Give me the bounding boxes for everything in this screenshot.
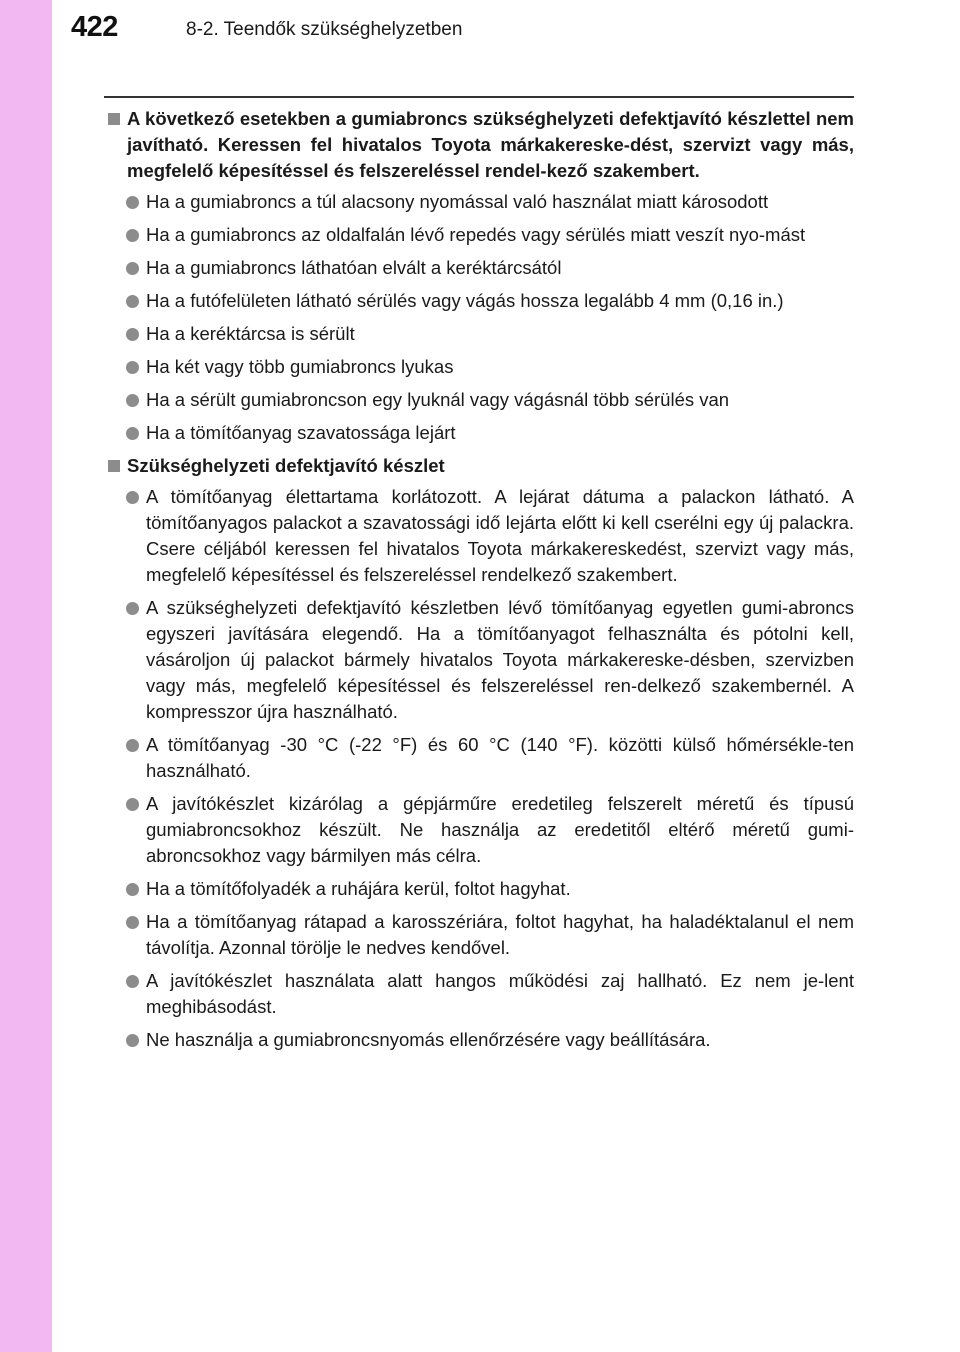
list-item-text: A javítókészlet kizárólag a gépjárműre eredetileg felszerelt méretű és típusú gumiabroncsokhoz készült. Ne használja az eredetitől eltérő méretű gumi-abroncsokhoz vagy bármilyen más célra. bbox=[146, 793, 854, 866]
round-bullet-icon bbox=[126, 361, 139, 374]
chapter-side-tab bbox=[0, 0, 52, 1352]
list-item-text: Ha a gumiabroncs az oldalfalán lévő repedés vagy sérülés miatt veszít nyo-mást bbox=[146, 224, 806, 245]
square-bullet-icon bbox=[108, 460, 120, 472]
round-bullet-icon bbox=[126, 975, 139, 988]
round-bullet-icon bbox=[126, 262, 139, 275]
chapter-title: 8-2. Teendők szükséghelyzetben bbox=[186, 19, 463, 40]
list-item bbox=[106, 255, 854, 281]
list-item bbox=[106, 189, 854, 215]
round-bullet-icon bbox=[126, 229, 139, 242]
round-bullet-icon bbox=[126, 427, 139, 440]
list-item bbox=[106, 595, 854, 725]
list-item bbox=[106, 420, 854, 446]
round-bullet-icon bbox=[126, 328, 139, 341]
list-item bbox=[106, 484, 854, 588]
round-bullet-icon bbox=[126, 196, 139, 209]
list-item bbox=[106, 222, 854, 248]
list-item-text: Ha a tömítőanyag szavatossága lejárt bbox=[146, 422, 456, 443]
list-item-text: Ha a tömítőfolyadék a ruhájára kerül, foltot hagyhat. bbox=[146, 878, 571, 899]
section-heading bbox=[106, 106, 854, 184]
page-number: 422 bbox=[71, 11, 118, 43]
list-item bbox=[106, 354, 854, 380]
list-item-text: Ha a keréktárcsa is sérült bbox=[146, 323, 355, 344]
section-heading-text: A következő esetekben a gumiabroncs szükséghelyzeti defektjavító készlettel nem javítható. Keressen fel hivatalos Toyota márkakereske-dést, szervizt vagy más, megfelelő képesítéssel és felszereléssel rendel-kező szakembert. bbox=[127, 108, 854, 181]
header-divider bbox=[104, 96, 854, 98]
round-bullet-icon bbox=[126, 602, 139, 615]
list-item bbox=[106, 968, 854, 1020]
round-bullet-icon bbox=[126, 883, 139, 896]
list-item-text: Ha a gumiabroncs láthatóan elvált a keréktárcsától bbox=[146, 257, 562, 278]
list-item-text: Ha a sérült gumiabroncson egy lyuknál vagy vágásnál több sérülés van bbox=[146, 389, 730, 410]
list-item bbox=[106, 288, 854, 314]
round-bullet-icon bbox=[126, 798, 139, 811]
list-item-text: A tömítőanyag -30 °C (-22 °F) és 60 °C (140 °F). közötti külső hőmérsékle-ten használható. bbox=[146, 734, 854, 781]
list-item bbox=[106, 876, 854, 902]
round-bullet-icon bbox=[126, 1034, 139, 1047]
list-item-text: Ne használja a gumiabroncsnyomás ellenőrzésére vagy beállítására. bbox=[146, 1029, 711, 1050]
list-item bbox=[106, 321, 854, 347]
list-item-text: A javítókészlet használata alatt hangos működési zaj hallható. Ez nem je-lent meghibásodást. bbox=[146, 970, 854, 1017]
list-item bbox=[106, 732, 854, 784]
section-heading-text: Szükséghelyzeti defektjavító készlet bbox=[127, 455, 445, 476]
section-heading bbox=[106, 453, 854, 479]
list-item-text: Ha a gumiabroncs a túl alacsony nyomással való használat miatt károsodott bbox=[146, 191, 769, 212]
page-content bbox=[106, 106, 854, 1060]
round-bullet-icon bbox=[126, 739, 139, 752]
list-item-text: A szükséghelyzeti defektjavító készletben lévő tömítőanyag egyetlen gumi-abroncs egyszeri javítására elegendő. Ha a tömítőanyagot felhasználta és pótolni kell, vásároljon új palackot bármely hivatalos Toyota márkakereske-désben, szervizben vagy más, megfelelő képesítéssel és felszereléssel ren-delkező szakembernél. A kompresszor újra használható. bbox=[146, 597, 854, 722]
list-item bbox=[106, 909, 854, 961]
list-item bbox=[106, 791, 854, 869]
round-bullet-icon bbox=[126, 491, 139, 504]
round-bullet-icon bbox=[126, 295, 139, 308]
square-bullet-icon bbox=[108, 113, 120, 125]
round-bullet-icon bbox=[126, 916, 139, 929]
list-item bbox=[106, 387, 854, 413]
list-item-text: Ha két vagy több gumiabroncs lyukas bbox=[146, 356, 454, 377]
list-item bbox=[106, 1027, 854, 1053]
round-bullet-icon bbox=[126, 394, 139, 407]
list-item-text: Ha a tömítőanyag rátapad a karosszériára, foltot hagyhat, ha haladéktalanul el nem távolítja. Azonnal törölje le nedves kendővel. bbox=[146, 911, 854, 958]
list-item-text: Ha a futófelületen látható sérülés vagy vágás hossza legalább 4 mm (0,16 in.) bbox=[146, 290, 784, 311]
list-item-text: A tömítőanyag élettartama korlátozott. A lejárat dátuma a palackon látható. A tömítőanyagos palackot a szavatossági idő lejárta előtt ki kell cserélni egy új palackra. Csere céljából keressen fel hivatalos Toyota márkakereskedést, szervizt vagy más, megfelelő képesítéssel és felszereléssel rendelkező szakembert. bbox=[146, 486, 854, 585]
